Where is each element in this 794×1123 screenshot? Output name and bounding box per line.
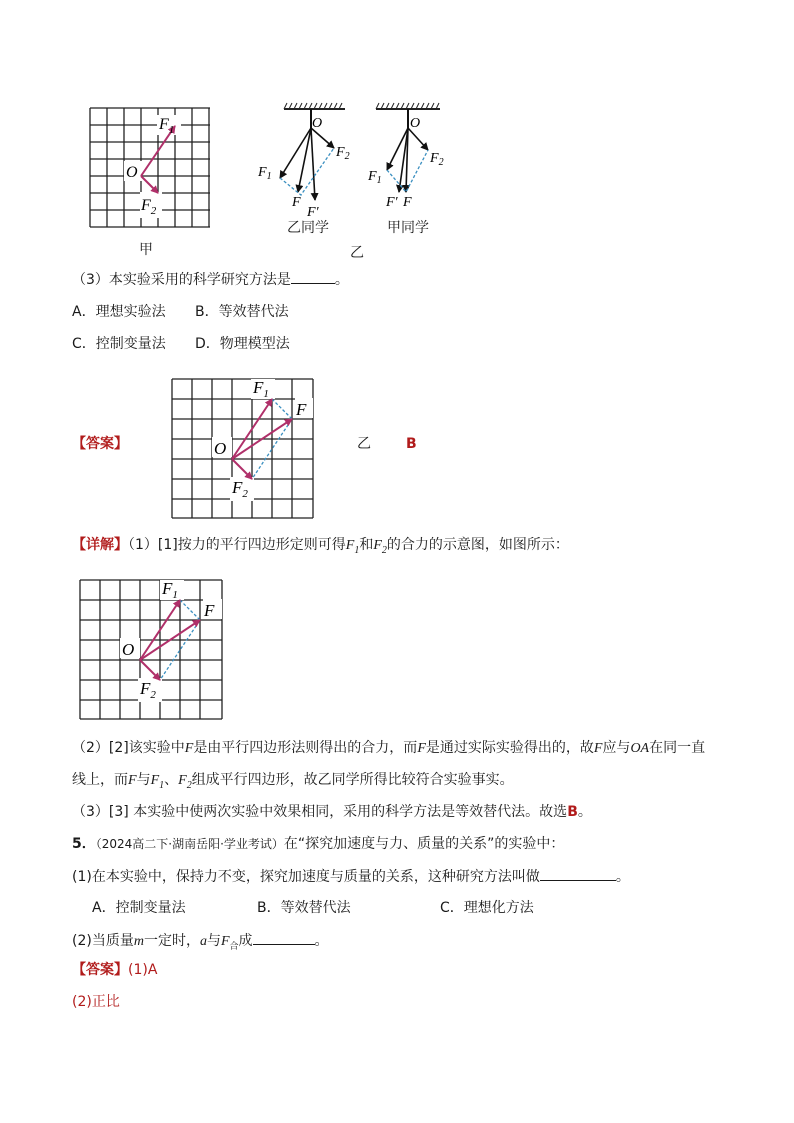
q3-options-row1: A．理想实验法 B．等效替代法 [72, 304, 289, 320]
answer-label-1: 【答案】 [72, 436, 128, 452]
caption-student-yi: 乙同学 [287, 220, 329, 236]
q5-s1: (1)在本实验中，保持力不变，探究加速度与质量的关系，这种研究方法叫做 。 [72, 866, 630, 887]
svg-text:F1: $F_1$ [162, 579, 178, 601]
svg-text:F: F [204, 601, 215, 620]
answer-2-part2: (2)正比 [72, 994, 120, 1010]
svg-text:F1: $F_1$ [368, 169, 382, 186]
detail-p4: （3）[3] 本实验中使两次实验中效果相同，采用的科学方法是等效替代法。故选B。 [72, 804, 592, 820]
q3-options-row2: C．控制变量法 D．物理模型法 [72, 336, 290, 352]
answer-yi: 乙 [357, 436, 371, 452]
svg-text:F2: $F_2$ [430, 151, 444, 168]
caption-yi: 乙 [350, 245, 364, 261]
svg-text:F2: $F_2$ [336, 145, 350, 162]
svg-text:F: F [292, 195, 301, 210]
q5-options: A．控制变量法 B．等效替代法 C．理想化方法 [92, 900, 534, 916]
svg-text:F: F [296, 400, 307, 419]
q5-header: 5．（2024高二下·湖南岳阳·学业考试）在“探究加速度与力、质量的关系”的实验中： [72, 836, 565, 852]
answer-grid-figure [168, 375, 318, 520]
answer-b: B [406, 436, 417, 452]
svg-text:F: F [403, 195, 412, 210]
label-o: O [126, 164, 138, 181]
svg-text:F1: $F_1$ [253, 378, 269, 400]
svg-text:O: O [122, 640, 135, 659]
caption-student-jia: 甲同学 [387, 220, 429, 236]
q5-s2: (2)当质量m一定时，a与$F_合$成 。 [72, 930, 329, 957]
q3-stem: （3）本实验采用的科学研究方法是 。 [72, 269, 349, 290]
figure-jia-grid [84, 102, 224, 237]
svg-text:O: O [312, 116, 323, 131]
svg-text:F′: F′ [307, 205, 319, 220]
detail-p1: 【详解】（1）[1]按力的平行四边形定则可得$F_1$和$F_2$的合力的示意图，如图所示： [72, 537, 569, 556]
svg-text:F2: $F_2$ [140, 679, 156, 701]
vector-f2 [141, 176, 158, 193]
caption-jia: 甲 [139, 242, 153, 258]
figure-student-yi [252, 100, 352, 220]
detail-p3: 线上，而F与$F_1$、$F_2$组成平行四边形，故乙同学所得比较符合实验事实。 [72, 772, 514, 791]
svg-text:F1: $F_1$ [258, 165, 272, 182]
detail-grid-figure [76, 576, 226, 721]
svg-text:F2: $F_2$ [232, 478, 248, 500]
svg-text:O: O [214, 439, 227, 458]
svg-text:O: O [410, 116, 421, 131]
detail-p2: （2）[2]该实验中F是由平行四边形法则得出的合力，而F是通过实际实验得出的，故F应与OA在同一直 [72, 740, 706, 756]
label-f1: $F_1$ [159, 116, 175, 136]
label-f2: $F_2$ [141, 197, 157, 217]
figure-student-jia [362, 100, 462, 220]
svg-text:F′: F′ [386, 195, 398, 210]
answer-label-2: 【答案】(1)A [72, 962, 158, 978]
